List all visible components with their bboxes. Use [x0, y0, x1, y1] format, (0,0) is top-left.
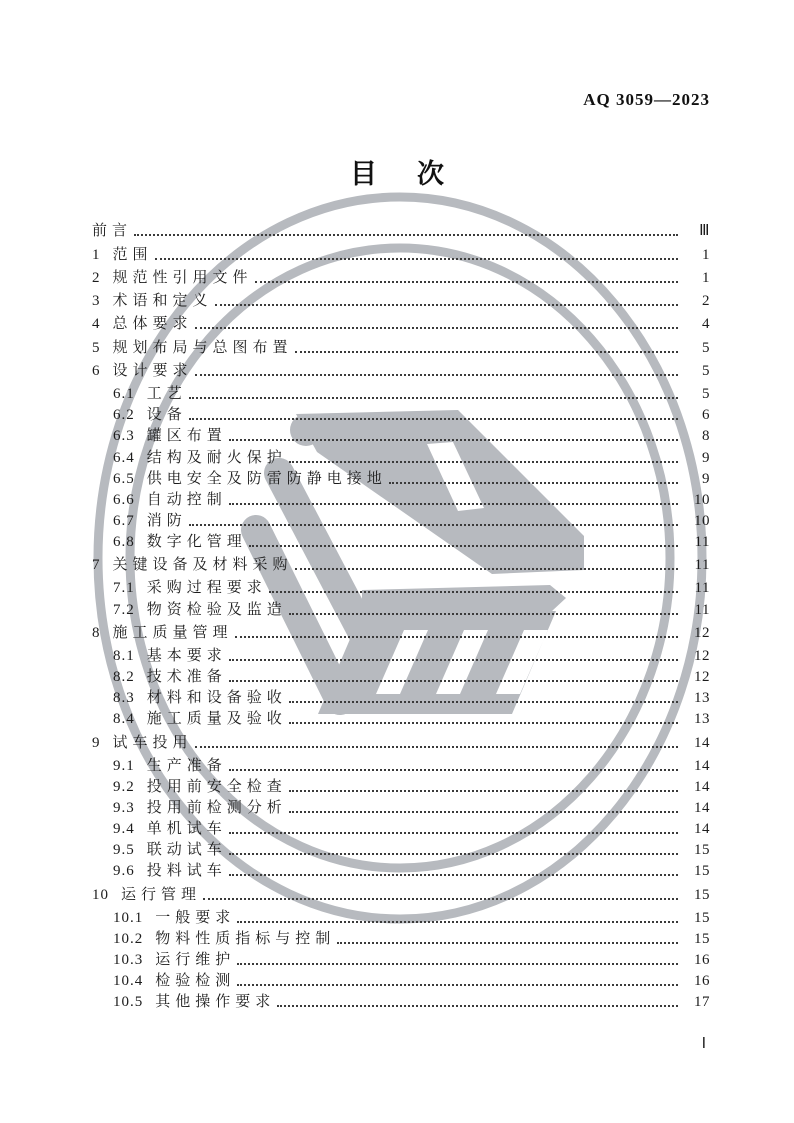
toc-dot-leader [289, 790, 678, 792]
toc-entry-number: 9.5 [113, 842, 135, 859]
toc-dot-leader [237, 921, 678, 923]
toc-dot-leader [289, 613, 678, 615]
toc-entry [92, 905, 710, 926]
toc-entry-page: 12 [694, 648, 710, 665]
toc-dot-leader [189, 397, 678, 399]
toc-entry-number: 10.2 [113, 931, 144, 948]
toc-entry-number: 6.3 [113, 428, 135, 445]
toc-dot-leader [289, 722, 678, 724]
title-char-right: 次 [417, 159, 444, 189]
toc-entry [92, 381, 710, 402]
toc-entry-label: 消防 [146, 512, 187, 529]
toc-entry-label: 结构及耐火保护 [146, 449, 287, 466]
toc-entry [92, 466, 710, 487]
toc-dot-leader [203, 898, 678, 900]
toc-entry-page: 14 [694, 734, 710, 751]
toc-entry-label: 施工质量及验收 [146, 711, 287, 728]
toc-entry-page: 14 [694, 821, 710, 838]
toc-entry-label: 规范性引用文件 [112, 269, 253, 286]
toc-entry-label: 前言 [92, 223, 133, 240]
toc-entry [92, 423, 710, 444]
toc-entry [92, 620, 710, 641]
toc-entry [92, 335, 710, 356]
toc-entry-page: 5 [702, 362, 710, 379]
toc-entry-label: 采购过程要求 [146, 580, 267, 597]
toc-entry-page: 6 [702, 407, 710, 424]
toc-entry [92, 706, 710, 727]
toc-entry-page: 13 [694, 690, 710, 707]
toc-entry-label: 关键设备及材料采购 [112, 557, 293, 574]
toc-entry-page: 9 [702, 449, 710, 466]
toc-entry-page: 16 [694, 973, 710, 990]
toc-entry-label: 投用前安全检查 [146, 779, 287, 796]
toc-entry-page: 12 [694, 624, 710, 641]
toc-entry [92, 241, 710, 262]
toc-entry-page: 16 [694, 952, 710, 969]
toc-entry-page: 9 [702, 470, 710, 487]
toc-entry-number: 9.1 [113, 757, 135, 774]
toc-entry [92, 402, 710, 423]
toc-entry-label: 材料和设备验收 [146, 690, 287, 707]
toc-entry-number: 5 [92, 339, 101, 356]
toc-entry-page: 5 [702, 339, 710, 356]
toc-entry [92, 508, 710, 529]
toc-entry-page: 15 [694, 931, 710, 948]
toc-dot-leader [229, 874, 678, 876]
standard-code: AQ 3059—2023 [583, 90, 710, 109]
toc-entry [92, 265, 710, 286]
toc-dot-leader [229, 832, 678, 834]
toc-dot-leader [229, 853, 678, 855]
toc-entry [92, 795, 710, 816]
toc-dot-leader [229, 503, 678, 505]
toc-entry [92, 730, 710, 751]
toc-dot-leader [195, 746, 678, 748]
toc-entry [92, 575, 710, 596]
toc-entry-label: 投用前检测分析 [146, 800, 287, 817]
toc-entry-page: 15 [694, 863, 710, 880]
toc-entry-number: 8.3 [113, 690, 135, 707]
toc-entry-label: 设备 [146, 407, 187, 424]
toc-entry-label: 术语和定义 [112, 293, 213, 310]
toc-dot-leader [215, 304, 678, 306]
toc-dot-leader [295, 568, 678, 570]
toc-dot-leader [277, 1005, 678, 1007]
toc-entry-number: 9.6 [113, 863, 135, 880]
toc-entry-page: 15 [694, 842, 710, 859]
toc-entry-label: 物资检验及监造 [146, 601, 287, 618]
toc-dot-leader [289, 811, 678, 813]
toc-entry-number: 7.1 [113, 580, 135, 597]
toc-entry-label: 罐区布置 [146, 428, 227, 445]
toc-entry-page: 1 [702, 246, 710, 263]
toc-entry [92, 311, 710, 332]
title-char-left: 目 [350, 159, 377, 189]
toc-entry [92, 968, 710, 989]
toc-dot-leader [255, 281, 678, 283]
toc-entry-page: Ⅲ [699, 223, 710, 240]
toc-entry-page: 12 [694, 669, 710, 686]
toc-entry-number: 10.3 [113, 952, 144, 969]
toc-entry-number: 6.8 [113, 533, 135, 550]
toc-entry-page: 13 [694, 711, 710, 728]
toc-entry-number: 6.6 [113, 491, 135, 508]
toc-entry-label: 设计要求 [112, 362, 193, 379]
toc-dot-leader [337, 942, 678, 944]
toc-entry-page: 8 [702, 428, 710, 445]
toc-entry [92, 685, 710, 706]
toc-entry-label: 运行管理 [121, 886, 202, 903]
toc-entry [92, 664, 710, 685]
toc-dot-leader [189, 418, 678, 420]
toc-entry [92, 358, 710, 379]
toc-entry-number: 8.4 [113, 711, 135, 728]
toc-dot-leader [237, 984, 678, 986]
toc-entry-page: 15 [694, 910, 710, 926]
toc-entry-label: 数字化管理 [146, 533, 247, 550]
toc-dot-leader [249, 545, 678, 547]
toc-entry [92, 947, 710, 968]
toc-entry [92, 989, 710, 1010]
toc-entry [92, 218, 710, 239]
toc-entry-number: 1 [92, 246, 101, 263]
toc-entry [92, 552, 710, 573]
toc-dot-leader [195, 327, 678, 329]
toc-entry [92, 596, 710, 617]
toc-entry-page: 2 [702, 293, 710, 310]
toc-entry-label: 工艺 [146, 386, 187, 403]
toc-entry-number: 7 [92, 557, 101, 574]
toc-entry-page: 5 [702, 386, 710, 403]
toc-entry [92, 926, 710, 947]
toc-entry [92, 774, 710, 795]
toc-entry-number: 9.2 [113, 779, 135, 796]
toc-dot-leader [289, 461, 678, 463]
toc-entry-label: 总体要求 [112, 316, 193, 333]
toc-dot-leader [229, 659, 678, 661]
toc-entry-page: 11 [694, 533, 710, 550]
toc-entry [92, 753, 710, 774]
toc-entry-number: 8.1 [113, 648, 135, 665]
toc-entry-page: 10 [694, 491, 710, 508]
footer-page-number: Ⅰ [701, 1036, 706, 1052]
toc-entry-number: 6.7 [113, 512, 135, 529]
toc-dot-leader [389, 482, 678, 484]
toc-entry-page: 14 [694, 779, 710, 796]
toc-entry-number: 2 [92, 269, 101, 286]
toc-entry [92, 288, 710, 309]
toc-entry-label: 物料性质指标与控制 [155, 931, 336, 948]
toc-entry [92, 816, 710, 837]
toc-entry-number: 4 [92, 316, 101, 333]
toc-entry-number: 10.4 [113, 973, 144, 990]
toc-entry-number: 8 [92, 624, 101, 641]
toc-entry-page: 11 [694, 557, 710, 574]
toc-entry-page: 11 [694, 601, 710, 618]
toc-entry-page: 14 [694, 757, 710, 774]
toc-dot-leader [235, 636, 678, 638]
toc-entry-label: 运行维护 [155, 952, 236, 969]
toc-dot-leader [229, 769, 678, 771]
toc-entry [92, 529, 710, 550]
toc-list [92, 216, 710, 1010]
toc-entry-label: 投料试车 [146, 863, 227, 880]
toc-dot-leader [237, 963, 678, 965]
toc-entry [92, 643, 710, 664]
toc-entry-label: 技术准备 [146, 669, 227, 686]
toc-entry-label: 范围 [112, 246, 153, 263]
toc-entry-label: 试车投用 [112, 734, 193, 751]
toc-entry-label: 供电安全及防雷防静电接地 [146, 470, 387, 487]
toc-entry-label: 一般要求 [155, 910, 236, 926]
toc-dot-leader [189, 524, 678, 526]
toc-entry-number: 6.4 [113, 449, 135, 466]
toc-entry-number: 9.4 [113, 821, 135, 838]
toc-entry-label: 自动控制 [146, 491, 227, 508]
toc-entry-page: 4 [702, 316, 710, 333]
toc-entry-label: 规划布局与总图布置 [112, 339, 293, 356]
toc-entry-page: 15 [694, 886, 710, 903]
toc-entry [92, 444, 710, 465]
toc-entry-number: 6.5 [113, 470, 135, 487]
toc-entry-page: 1 [702, 269, 710, 286]
toc-dot-leader [155, 258, 678, 260]
toc-entry-page: 14 [694, 800, 710, 817]
toc-entry-number: 8.2 [113, 669, 135, 686]
toc-entry-label: 施工质量管理 [112, 624, 233, 641]
toc-entry-number: 6.1 [113, 386, 135, 403]
toc-dot-leader [195, 374, 678, 376]
toc-entry-number: 10 [92, 886, 109, 903]
toc-entry-page: 17 [694, 994, 710, 1011]
toc-entry-label: 生产准备 [146, 757, 227, 774]
page-title [0, 152, 794, 191]
toc-entry-page: 10 [694, 512, 710, 529]
toc-entry-number: 9 [92, 734, 101, 751]
toc-entry-label: 基本要求 [146, 648, 227, 665]
toc-entry-label: 联动试车 [146, 842, 227, 859]
toc-dot-leader [289, 701, 678, 703]
toc-entry [92, 837, 710, 858]
toc-dot-leader [134, 234, 678, 236]
toc-entry-label: 其他操作要求 [155, 994, 276, 1011]
toc-entry-number: 6 [92, 362, 101, 379]
toc-entry-number: 10.5 [113, 994, 144, 1011]
toc-entry [92, 858, 710, 879]
toc-dot-leader [269, 591, 678, 593]
toc-dot-leader [229, 439, 678, 441]
toc-entry-number: 3 [92, 293, 101, 310]
toc-entry-number: 7.2 [113, 601, 135, 618]
toc-entry-label: 检验检测 [155, 973, 236, 990]
toc-entry [92, 487, 710, 508]
toc-entry-label: 单机试车 [146, 821, 227, 838]
toc-dot-leader [295, 351, 678, 353]
toc-entry [92, 882, 710, 903]
toc-entry-number: 6.2 [113, 407, 135, 424]
toc-entry-number: 9.3 [113, 800, 135, 817]
toc-entry-number: 10.1 [113, 910, 144, 926]
toc-dot-leader [229, 680, 678, 682]
toc-entry-page: 11 [694, 580, 710, 597]
